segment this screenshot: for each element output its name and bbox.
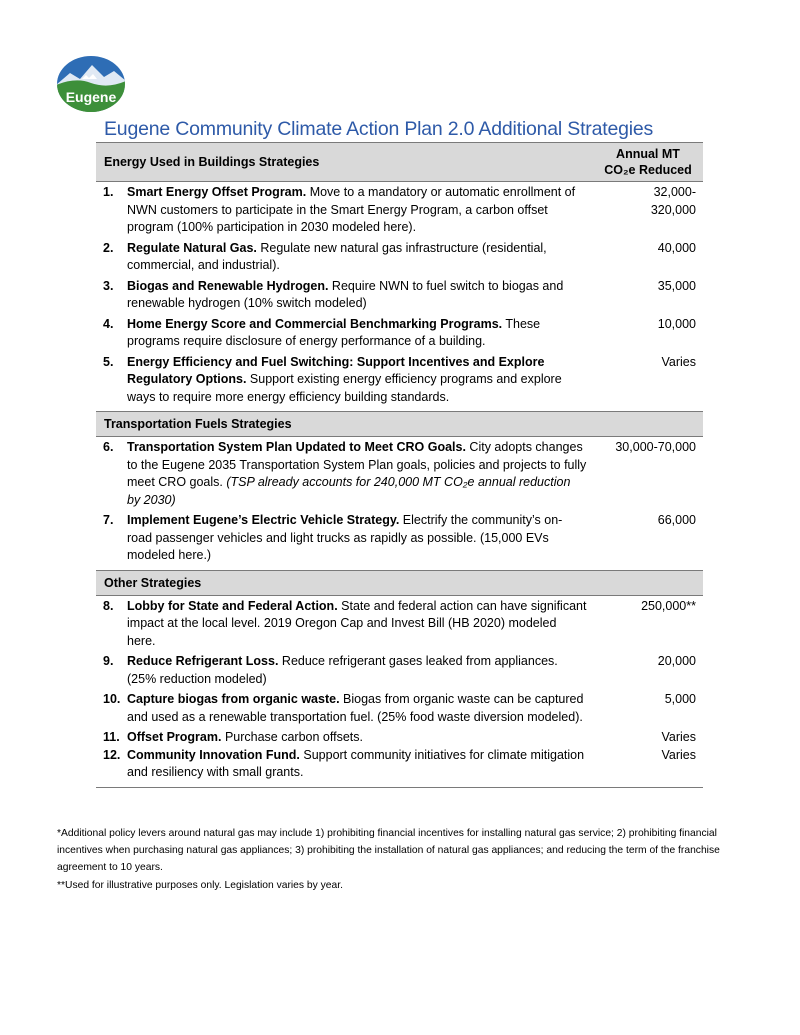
strategy-row: [96, 653, 703, 688]
section-items-transportation: [96, 437, 703, 570]
value-line: 35,000: [657, 278, 696, 293]
strategy-detail: Purchase carbon offsets.: [221, 730, 363, 744]
value-line: 5,000: [664, 692, 696, 706]
strategy-number: 4.: [103, 316, 114, 331]
strategy-name: Smart Energy Offset Program.: [127, 185, 307, 199]
strategy-description: [127, 354, 587, 407]
strategy-row: [96, 316, 703, 351]
section-items-buildings: [96, 182, 703, 411]
strategy-name: Energy Efficiency and Fuel Switching: Support Incentives and Explore Regulatory Options.: [127, 354, 545, 386]
strategy-detail: Electrify the community’s on-road passenger vehicles and light trucks as rapidly as possible. (15,000 EVs modeled here.): [127, 513, 563, 562]
strategy-description: [127, 691, 587, 726]
strategy-description: [127, 316, 587, 351]
strategy-description: [127, 184, 587, 237]
strategy-reduction-value: [586, 729, 696, 747]
strategy-reduction-value: [586, 354, 696, 372]
strategy-name: Home Energy Score and Commercial Benchmarking Programs.: [127, 316, 503, 331]
strategy-number: 8.: [103, 598, 114, 613]
value-line: 10,000: [657, 316, 696, 331]
strategy-reduction-value: [586, 278, 696, 296]
strategy-description: [127, 512, 587, 565]
strategy-number: 7.: [103, 513, 114, 527]
strategy-reduction-value: [586, 316, 696, 334]
section-heading: Transportation Fuels Strategies: [104, 417, 292, 431]
value-line: Varies: [661, 730, 696, 744]
strategy-row: [96, 240, 703, 275]
strategy-number: 9.: [103, 654, 114, 668]
strategy-reduction-value: [586, 598, 696, 616]
value-line: 40,000: [657, 240, 696, 255]
footnote-1: *Additional policy levers around natural gas may include 1) prohibiting financial incentives for installing natural gas service; 2) prohibiting financial incentives when purchasing natural gas appliances; 3) prohibiting the installation of natural gas appliances; and reducing the term of the franchise agreement to 10 years.: [57, 828, 720, 874]
strategy-row: [96, 691, 703, 726]
strategy-number: 3.: [103, 278, 114, 293]
strategy-name: Implement Eugene’s Electric Vehicle Strategy.: [127, 513, 400, 527]
strategy-detail: Move to a mandatory or automatic enrollment of NWN customers to participate in the Smart Energy Program, a carbon offset program (100% participation in 2030 modeled here).: [127, 185, 576, 234]
strategies-table: [96, 142, 703, 788]
strategy-name: Offset Program.: [127, 730, 222, 744]
section-heading: Other Strategies: [104, 575, 202, 590]
value-line: Varies: [661, 747, 696, 762]
strategy-number: 6.: [103, 440, 114, 454]
section-items-other: [96, 596, 703, 788]
value-line: 32,000-: [653, 185, 696, 199]
strategy-description: [127, 439, 587, 509]
strategy-description: [127, 278, 587, 313]
strategy-row: [96, 598, 703, 651]
strategy-row: [96, 354, 703, 407]
eugene-logo: [56, 55, 126, 113]
footnotes: [57, 825, 747, 894]
strategy-reduction-value: [586, 184, 696, 219]
value-line: 66,000: [657, 513, 696, 527]
strategy-number: 5.: [103, 354, 114, 369]
strategy-number: 11.: [103, 730, 120, 744]
strategy-name: Transportation System Plan Updated to Meet CRO Goals.: [127, 440, 466, 454]
strategy-reduction-value: [586, 512, 696, 530]
strategy-detail: These programs require disclosure of energy performance of a building.: [127, 316, 541, 348]
strategy-reduction-value: [586, 439, 696, 457]
column-header-annual-mt: Annual MT CO₂e Reduced: [604, 147, 692, 177]
strategy-detail: City adopts changes to the Eugene 2035 Transportation System Plan goals, policies and projects to fully meet CRO goals.: [127, 440, 587, 489]
strategy-reduction-value: [586, 653, 696, 671]
strategy-reduction-value: [586, 240, 696, 258]
strategy-name: Reduce Refrigerant Loss.: [127, 654, 279, 668]
strategy-detail: State and federal action can have significant impact at the local level. 2019 Oregon Cap and Invest Bill (HB 2020) modeled here.: [127, 598, 587, 648]
footnote-2: **Used for illustrative purposes only. Legislation varies by year.: [57, 879, 343, 891]
value-line: 20,000: [657, 654, 696, 668]
value-line: 320,000: [650, 202, 696, 217]
strategy-row: [96, 747, 703, 782]
strategy-name: Biogas and Renewable Hydrogen.: [127, 278, 329, 293]
strategy-number: 1.: [103, 185, 114, 199]
strategy-number: 12.: [103, 747, 121, 762]
strategy-detail: Support existing energy efficiency programs and explore ways to require more energy efficiency building standards.: [127, 372, 562, 404]
strategy-detail: Require NWN to fuel switch to biogas and renewable hydrogen (10% switch modeled): [127, 278, 564, 310]
strategy-description: [127, 747, 587, 782]
value-line: Varies: [661, 354, 696, 369]
strategy-row: [96, 278, 703, 313]
strategy-reduction-value: [586, 691, 696, 709]
logo-text: Eugene: [65, 89, 117, 105]
section-header-other: [96, 570, 703, 596]
strategy-description: [127, 729, 587, 747]
strategy-row: [96, 512, 703, 565]
section-heading: Energy Used in Buildings Strategies: [104, 155, 320, 169]
strategy-detail: Regulate new natural gas infrastructure (residential, commercial, and industrial).: [127, 240, 547, 272]
strategy-description: [127, 598, 587, 651]
section-header-transportation: [96, 411, 703, 437]
strategy-detail: Biogas from organic waste can be captured and used as a renewable transportation fuel. (25% food waste diversion modeled).: [127, 692, 584, 724]
strategy-number: 2.: [103, 240, 114, 255]
strategy-description: [127, 240, 587, 275]
strategy-row: [96, 184, 703, 237]
strategy-name: Capture biogas from organic waste.: [127, 692, 340, 706]
strategy-note: (TSP already accounts for 240,000 MT CO₂e annual reduction by 2030): [127, 475, 571, 507]
strategy-name: Community Innovation Fund.: [127, 747, 300, 762]
strategy-row: [96, 729, 703, 747]
strategy-description: [127, 653, 587, 688]
value-line: 250,000**: [641, 598, 696, 613]
value-line: 30,000-70,000: [615, 440, 696, 454]
strategy-row: [96, 439, 703, 509]
strategy-reduction-value: [586, 747, 696, 765]
strategy-detail: Support community initiatives for climate mitigation and resiliency with small grants.: [127, 747, 585, 779]
strategy-number: 10.: [103, 692, 121, 706]
strategy-detail: Reduce refrigerant gases leaked from appliances. (25% reduction modeled): [127, 654, 558, 686]
section-header-buildings: [96, 142, 703, 182]
strategy-name: Regulate Natural Gas.: [127, 240, 257, 255]
page-title: Eugene Community Climate Action Plan 2.0 Additional Strategies: [104, 118, 654, 140]
strategy-name: Lobby for State and Federal Action.: [127, 598, 338, 613]
